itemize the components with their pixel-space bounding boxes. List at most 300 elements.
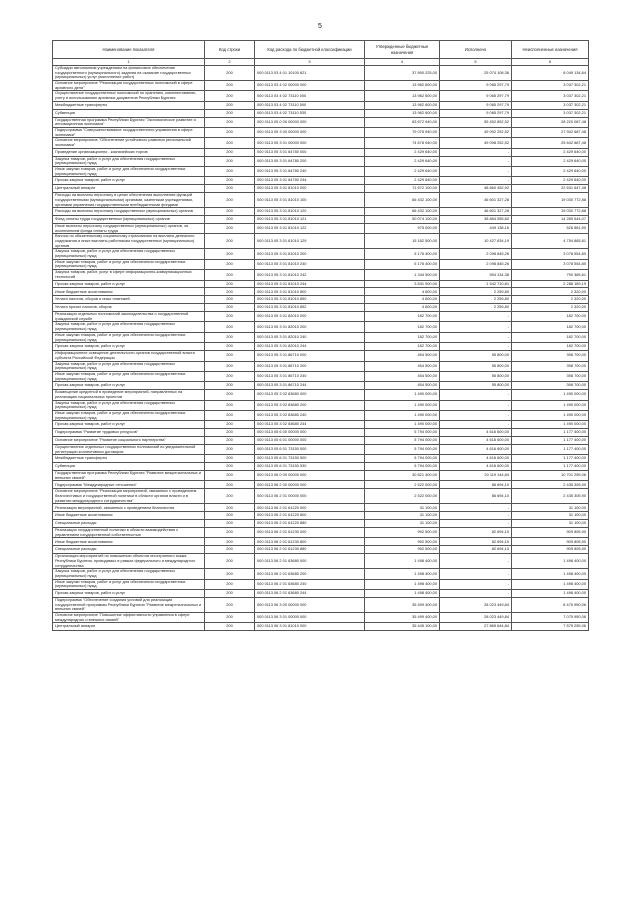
row-approved-amount-cell: 35 445 100,00	[365, 623, 440, 631]
table-row	[53, 351, 589, 361]
row-code-cell: 200	[205, 332, 255, 342]
row-code-cell: 200	[205, 597, 255, 612]
row-classification-code-cell: 000 0113 05 3 01 86710 200	[255, 361, 365, 371]
row-remaining-amount-cell: 2 429 640,00	[512, 177, 589, 185]
table-row	[53, 382, 589, 390]
row-code-cell: 200	[205, 371, 255, 381]
row-approved-amount-cell: 992 500,00	[365, 528, 440, 538]
row-name-cell: Закупка товаров, работ и услуг для обеспечения государственных (муниципальных) нужд	[53, 156, 205, 166]
table-row	[53, 504, 589, 512]
row-name-cell: Организация мероприятий по повышению объектов иностранного языка Республики Бурятия, проводимых в рамках федерального и международного сотрудничества	[53, 554, 205, 569]
row-classification-code-cell: 000 0113 03 4 02 00000 000	[255, 81, 365, 91]
row-code-cell: 200	[205, 590, 255, 598]
row-executed-amount-cell: 86 694,10	[440, 489, 512, 504]
row-name-cell: Закупка товаров, работ и услуг для обеспечения государственных (муниципальных) нужд	[53, 361, 205, 371]
row-remaining-amount-cell: 1 498 400,00	[512, 554, 589, 569]
row-executed-amount-cell: 4 616 600,00	[440, 455, 512, 463]
row-classification-code-cell: 000 0113 06 2 01 00000 000	[255, 489, 365, 504]
row-classification-code-cell: 000 0113 05 3 01 64780 240	[255, 166, 365, 176]
row-approved-amount-cell: 1 344 500,00	[365, 270, 440, 280]
page-number: 5	[318, 23, 322, 30]
row-code-cell: 200	[205, 177, 255, 185]
row-name-cell: Закупка товаров, работ и услуг для обеспечения государственных (муниципальных) нужд	[53, 400, 205, 410]
row-classification-code-cell: 000 0113 05 3 01 81010 200	[255, 249, 365, 259]
row-remaining-amount-cell: 398 700,00	[512, 371, 589, 381]
table-header-row	[53, 41, 589, 59]
row-name-cell: Реализация отдельных полномочий законодательства о государственной гражданской службе	[53, 312, 205, 322]
row-approved-amount-cell: 2 522 000,00	[365, 481, 440, 489]
row-code-cell: 200	[205, 528, 255, 538]
row-code-cell: 200	[205, 148, 255, 156]
row-name-cell: Прочая закупка товаров, работ и услуг	[53, 343, 205, 351]
row-name-cell: Реализация государственной политики в области взаимодействия с управлением государственной собственностью	[53, 528, 205, 538]
row-name-cell: Проведение организационно - казначейских торгов	[53, 148, 205, 156]
row-executed-amount-cell: 1 542 710,81	[440, 280, 512, 288]
row-approved-amount-cell: 2 429 640,00	[365, 156, 440, 166]
row-name-cell: Подпрограмма "Международные отношения"	[53, 481, 205, 489]
row-remaining-amount-cell: 182 700,00	[512, 343, 589, 351]
row-executed-amount-cell: -	[440, 421, 512, 429]
row-executed-amount-cell: -	[440, 590, 512, 598]
table-row	[53, 304, 589, 312]
table-row	[53, 312, 589, 322]
table-row	[53, 117, 589, 127]
row-approved-amount-cell: 66 432 100,00	[365, 193, 440, 208]
table-row	[53, 421, 589, 429]
row-remaining-amount-cell: 2 320,00	[512, 288, 589, 296]
row-remaining-amount-cell: 526 861,90	[512, 223, 589, 233]
column-number: 2	[205, 59, 255, 66]
row-classification-code-cell: 000 0113 05 3 01 81010 120	[255, 208, 365, 216]
row-classification-code-cell: 000 0113 03 4 02 73110 000	[255, 91, 365, 101]
row-approved-amount-cell: 992 500,00	[365, 538, 440, 546]
row-code-cell: 200	[205, 138, 255, 148]
row-approved-amount-cell: 5 794 000,00	[365, 429, 440, 437]
row-approved-amount-cell: 13 982 600,00	[365, 91, 440, 101]
row-approved-amount-cell: 4 600,00	[365, 288, 440, 296]
row-executed-amount-cell: 38 884 555,60	[440, 216, 512, 224]
row-executed-amount-cell: 82 694,10	[440, 528, 512, 538]
table-row	[53, 455, 589, 463]
row-code-cell: 200	[205, 312, 255, 322]
row-approved-amount-cell: 3 831 900,00	[365, 280, 440, 288]
row-code-cell: 200	[205, 554, 255, 569]
row-classification-code-cell: 000 0113 05 6 00 00000 000	[255, 429, 365, 437]
table-row	[53, 296, 589, 304]
row-name-cell: Уплата прочих налогов, сборов	[53, 304, 205, 312]
row-executed-amount-cell: -	[440, 554, 512, 569]
table-row	[53, 185, 589, 193]
table-row	[53, 270, 589, 280]
row-remaining-amount-cell: 19 030 772,88	[512, 208, 589, 216]
row-code-cell: 200	[205, 444, 255, 454]
row-executed-amount-cell: -	[440, 400, 512, 410]
row-code-cell: 200	[205, 382, 255, 390]
row-approved-amount-cell: 1 490 000,00	[365, 390, 440, 400]
row-classification-code-cell: 000 0113 05 0 00 00000 000	[255, 117, 365, 127]
row-approved-amount-cell: 71 672 100,00	[365, 185, 440, 193]
column-header: Код строки	[205, 41, 255, 59]
row-executed-amount-cell: 4 616 600,00	[440, 437, 512, 445]
row-classification-code-cell: 000 0113 06 2 01 61230 800	[255, 538, 365, 546]
row-executed-amount-cell: 449 138,16	[440, 223, 512, 233]
row-approved-amount-cell: 5 794 000,00	[365, 463, 440, 471]
row-executed-amount-cell: 2 259,80	[440, 288, 512, 296]
row-classification-code-cell: 000 0113 05 6 01 00000 000	[255, 437, 365, 445]
row-code-cell: 200	[205, 249, 255, 259]
row-code-cell: 200	[205, 259, 255, 269]
row-remaining-amount-cell: 3 037 302,21	[512, 101, 589, 109]
row-code-cell: 200	[205, 512, 255, 520]
row-remaining-amount-cell: 1 177 400,00	[512, 437, 589, 445]
row-remaining-amount-cell: 19 030 772,88	[512, 193, 589, 208]
row-name-cell: Субвенции	[53, 109, 205, 117]
row-approved-amount-cell: 5 794 000,00	[365, 437, 440, 445]
row-name-cell: Государственная программа Республики Бурятия "Экономическое развитие и инновационная экономика"	[53, 117, 205, 127]
row-executed-amount-cell: -	[440, 322, 512, 332]
row-name-cell: Основное мероприятие "Повышение эффективности управления в сфере международных и внешних связей"	[53, 613, 205, 623]
column-header: Наименование показателя	[53, 41, 205, 59]
row-name-cell: Осуществление государственных полномочий по хранению, комплектованию, учету и использованию архивных документов Республики Бурятия	[53, 91, 205, 101]
row-classification-code-cell: 000 0113 06 2 01 61220 000	[255, 504, 365, 512]
row-code-cell: 200	[205, 81, 255, 91]
row-classification-code-cell: 000 0113 05 3 01 81010 129	[255, 234, 365, 249]
row-code-cell: 200	[205, 280, 255, 288]
row-name-cell: Реализация мероприятий, связанных с проведением благочестия	[53, 504, 205, 512]
row-name-cell: Основное мероприятие "Развитие социального партнерства"	[53, 437, 205, 445]
row-classification-code-cell: 000 0113 06 3 00 00000 000	[255, 597, 365, 612]
table-row	[53, 390, 589, 400]
row-name-cell: Прочая закупка товаров, работ и услуг	[53, 590, 205, 598]
row-classification-code-cell: 000 0113 06 2 01 63680 240	[255, 579, 365, 589]
row-code-cell: 200	[205, 91, 255, 101]
row-classification-code-cell: 000 0113 05 3 01 82010 240	[255, 332, 365, 342]
table-row	[53, 528, 589, 538]
row-classification-code-cell: 000 0113 05 6 01 73150 530	[255, 463, 365, 471]
column-number: 3	[255, 59, 365, 66]
row-approved-amount-cell: 1 490 000,00	[365, 400, 440, 410]
row-remaining-amount-cell: 1 490 000,00	[512, 390, 589, 400]
row-approved-amount-cell: 5 794 000,00	[365, 455, 440, 463]
row-classification-code-cell: 000 0113 03 4 02 73110 530	[255, 109, 365, 117]
row-code-cell: 200	[205, 546, 255, 554]
row-approved-amount-cell: 1 498 400,00	[365, 579, 440, 589]
row-code-cell: 200	[205, 288, 255, 296]
row-remaining-amount-cell: 398 700,00	[512, 351, 589, 361]
row-classification-code-cell: 000 0113 05 3 01 86710 240	[255, 371, 365, 381]
row-remaining-amount-cell: 4 754 865,81	[512, 234, 589, 249]
row-name-cell: Прочая закупка товаров, работ и услуг	[53, 177, 205, 185]
table-row	[53, 520, 589, 528]
row-approved-amount-cell: 454 500,00	[365, 361, 440, 371]
row-remaining-amount-cell: 2 288 189,19	[512, 280, 589, 288]
row-name-cell: Центральный аппарат	[53, 623, 205, 631]
table-row	[53, 343, 589, 351]
table-row	[53, 613, 589, 623]
column-number: 4	[365, 59, 440, 66]
row-classification-code-cell: 000 0113 06 2 00 00000 000	[255, 481, 365, 489]
table-row	[53, 410, 589, 420]
row-name-cell: Фонд оплаты труда государственных (муниципальных) органов	[53, 216, 205, 224]
row-name-cell: Иные закупки товаров, работ и услуг для обеспечения государственных (муниципальных) нужд	[53, 259, 205, 269]
row-approved-amount-cell: 37 890 225,00	[365, 66, 440, 81]
table-row	[53, 249, 589, 259]
row-approved-amount-cell: 15 182 500,00	[365, 234, 440, 249]
row-code-cell: 200	[205, 579, 255, 589]
row-approved-amount-cell: 182 700,00	[365, 343, 440, 351]
row-approved-amount-cell: 4 600,00	[365, 304, 440, 312]
row-executed-amount-cell: 2 098 845,26	[440, 249, 512, 259]
row-classification-code-cell: 000 0113 05 3 02 83680 244	[255, 421, 365, 429]
table-row	[53, 322, 589, 332]
row-classification-code-cell: 000 0113 05 6 01 73150 000	[255, 444, 365, 454]
table-row	[53, 429, 589, 437]
row-remaining-amount-cell: 3 078 554,80	[512, 249, 589, 259]
row-name-cell: Информационное освещение деятельности органов государственной власти субъекта Российской Федерации	[53, 351, 205, 361]
row-name-cell: Иные закупки товаров, работ и услуг для обеспечения государственных (муниципальных) нужд	[53, 332, 205, 342]
row-classification-code-cell: 000 0113 05 3 01 64780 000	[255, 148, 365, 156]
row-approved-amount-cell: 2 429 640,00	[365, 177, 440, 185]
table-row	[53, 127, 589, 137]
column-number: 1	[53, 59, 205, 66]
row-code-cell: 200	[205, 117, 255, 127]
row-classification-code-cell: 000 0113 05 3 01 64780 200	[255, 156, 365, 166]
table-row	[53, 437, 589, 445]
row-code-cell: 200	[205, 351, 255, 361]
row-name-cell: Межбюджетные трансферты	[53, 101, 205, 109]
row-remaining-amount-cell: 1 498 400,00	[512, 579, 589, 589]
table-row	[53, 101, 589, 109]
row-approved-amount-cell: 5 794 000,00	[365, 444, 440, 454]
row-classification-code-cell: 000 0113 06 2 01 61220 880	[255, 520, 365, 528]
row-executed-amount-cell: 9 065 297,79	[440, 109, 512, 117]
column-header: Неисполненные назначения	[512, 41, 589, 59]
row-remaining-amount-cell: 22 631 647,48	[512, 185, 589, 193]
row-executed-amount-cell: -	[440, 569, 512, 579]
row-code-cell: 200	[205, 489, 255, 504]
table-row	[53, 234, 589, 249]
row-executed-amount-cell: 48 660 452,92	[440, 185, 512, 193]
table-row	[53, 597, 589, 612]
row-remaining-amount-cell: 1 490 000,00	[512, 410, 589, 420]
row-code-cell: 200	[205, 234, 255, 249]
row-executed-amount-cell: 28 023 449,84	[440, 613, 512, 623]
row-name-cell: Иные закупки товаров, работ и услуг для обеспечения государственных (муниципальных) нужд	[53, 579, 205, 589]
table-row	[53, 148, 589, 156]
row-name-cell: Субвенции	[53, 463, 205, 471]
row-remaining-amount-cell: 2 435 305,90	[512, 481, 589, 489]
row-code-cell: 200	[205, 101, 255, 109]
column-number-row	[53, 59, 589, 66]
row-name-cell: Закупка товаров, работ, услуг в сфере информационно-коммуникационных технологий	[53, 270, 205, 280]
row-code-cell: 200	[205, 156, 255, 166]
row-remaining-amount-cell: 31 100,00	[512, 512, 589, 520]
table-row	[53, 463, 589, 471]
row-executed-amount-cell: 2 259,80	[440, 304, 512, 312]
row-remaining-amount-cell: 27 942 687,48	[512, 127, 589, 137]
row-remaining-amount-cell: 182 700,00	[512, 332, 589, 342]
row-name-cell: Прочая закупка товаров, работ и услуг	[53, 382, 205, 390]
table-row	[53, 66, 589, 81]
row-name-cell: Подпрограмма "Обеспечение создания условий для реализации государственной программы Республики Бурятия "Развитие межрегиональных и внешних связей"	[53, 597, 205, 612]
row-classification-code-cell: 000 0113 05 3 01 81010 000	[255, 185, 365, 193]
table-row	[53, 288, 589, 296]
row-classification-code-cell: 000 0113 05 3 01 81010 121	[255, 216, 365, 224]
row-remaining-amount-cell: 398 700,00	[512, 361, 589, 371]
row-executed-amount-cell: -	[440, 177, 512, 185]
row-executed-amount-cell: 2 098 845,26	[440, 259, 512, 269]
row-name-cell: Расходы на выплаты персоналу в целях обеспечения выполнения функций государственными (муниципальными) органами, казенными учреждениями, органами управления государственными внебюджетными фондами	[53, 193, 205, 208]
row-remaining-amount-cell: 2 320,00	[512, 296, 589, 304]
row-code-cell: 200	[205, 623, 255, 631]
row-remaining-amount-cell: 3 037 302,21	[512, 91, 589, 101]
row-classification-code-cell: 000 0113 05 3 01 81010 242	[255, 270, 365, 280]
row-name-cell: Подпрограмма "Развитие трудовых ресурсов"	[53, 429, 205, 437]
row-classification-code-cell: 000 0113 03 4 01 10100 621	[255, 66, 365, 81]
row-approved-amount-cell: 182 700,00	[365, 332, 440, 342]
table-row	[53, 259, 589, 269]
row-name-cell: Иные закупки товаров, работ и услуг для обеспечения государственных (муниципальных) нужд	[53, 410, 205, 420]
row-name-cell: Основное мероприятие "Реализация мероприятий, связанных с проведением благочестивых и государственной политики в области органов власти и в развитии международного сотрудничества"	[53, 489, 205, 504]
row-remaining-amount-cell: 2 429 640,00	[512, 166, 589, 176]
row-name-cell: Основное мероприятие "Реализация государственных полномочий в сфере архивного дела"	[53, 81, 205, 91]
row-remaining-amount-cell: 398 700,00	[512, 382, 589, 390]
row-classification-code-cell: 000 0113 05 3 01 64780 244	[255, 177, 365, 185]
row-executed-amount-cell: 82 694,10	[440, 538, 512, 546]
row-executed-amount-cell: -	[440, 579, 512, 589]
row-name-cell: Основное мероприятие "Обеспечение устойчивого развития региональной экономики"	[53, 138, 205, 148]
row-classification-code-cell: 000 0113 05 3 01 86710 244	[255, 382, 365, 390]
row-code-cell: 200	[205, 185, 255, 193]
row-code-cell: 200	[205, 613, 255, 623]
row-executed-amount-cell: 20 119 144,84	[440, 471, 512, 481]
table-row	[53, 623, 589, 631]
row-remaining-amount-cell: 790 365,61	[512, 270, 589, 280]
row-executed-amount-cell: 55 452 852,52	[440, 117, 512, 127]
row-classification-code-cell: 000 0113 05 3 02 83680 200	[255, 400, 365, 410]
row-code-cell: 200	[205, 410, 255, 420]
row-code-cell: 200	[205, 504, 255, 512]
row-executed-amount-cell: 49 098 252,52	[440, 138, 512, 148]
row-approved-amount-cell: 35 499 400,00	[365, 613, 440, 623]
row-executed-amount-cell: 4 616 600,00	[440, 463, 512, 471]
row-name-cell: Иные выплаты персоналу государственных (муниципальных) органов, за исключением фонда оплаты труда	[53, 223, 205, 233]
row-executed-amount-cell: 25 074 108,36	[440, 66, 512, 81]
row-name-cell: Специальные расходы	[53, 546, 205, 554]
row-remaining-amount-cell: 2 320,00	[512, 304, 589, 312]
row-code-cell: 200	[205, 216, 255, 224]
row-approved-amount-cell: 2 429 640,00	[365, 166, 440, 176]
row-remaining-amount-cell: 3 078 554,80	[512, 259, 589, 269]
row-executed-amount-cell: -	[440, 312, 512, 322]
row-code-cell: 200	[205, 481, 255, 489]
row-classification-code-cell: 000 0113 05 3 01 82010 200	[255, 322, 365, 332]
row-code-cell: 200	[205, 223, 255, 233]
row-executed-amount-cell: 9 065 297,79	[440, 101, 512, 109]
table-row	[53, 332, 589, 342]
row-approved-amount-cell: 992 500,00	[365, 546, 440, 554]
row-approved-amount-cell: 79 075 940,00	[365, 127, 440, 137]
row-code-cell: 200	[205, 455, 255, 463]
row-name-cell: Расходы на выплаты персоналу государственных (муниципальных) органов	[53, 208, 205, 216]
table-row	[53, 280, 589, 288]
row-executed-amount-cell: -	[440, 504, 512, 512]
row-executed-amount-cell: 49 092 252,52	[440, 127, 512, 137]
row-name-cell: Прочая закупка товаров, работ и услуг	[53, 421, 205, 429]
row-code-cell: 200	[205, 437, 255, 445]
row-remaining-amount-cell: 2 429 640,00	[512, 156, 589, 166]
row-code-cell: 200	[205, 109, 255, 117]
row-name-cell: Специальные расходы	[53, 520, 205, 528]
row-approved-amount-cell: 74 678 940,00	[365, 138, 440, 148]
row-approved-amount-cell: 2 429 640,00	[365, 148, 440, 156]
table-row	[53, 177, 589, 185]
row-classification-code-cell: 000 0113 05 3 01 86710 000	[255, 351, 365, 361]
row-executed-amount-cell: 9 065 297,79	[440, 81, 512, 91]
table-row	[53, 512, 589, 520]
row-approved-amount-cell: 454 500,00	[365, 382, 440, 390]
table-row	[53, 554, 589, 569]
row-code-cell: 200	[205, 66, 255, 81]
row-code-cell: 200	[205, 193, 255, 208]
row-remaining-amount-cell: 182 700,00	[512, 322, 589, 332]
row-approved-amount-cell: 13 982 600,00	[365, 81, 440, 91]
table-row	[53, 481, 589, 489]
row-code-cell: 200	[205, 400, 255, 410]
table-row	[53, 193, 589, 208]
table-row	[53, 546, 589, 554]
row-remaining-amount-cell: 7 075 950,06	[512, 613, 589, 623]
row-approved-amount-cell: 1 490 000,00	[365, 421, 440, 429]
row-executed-amount-cell: -	[440, 512, 512, 520]
row-classification-code-cell: 000 0113 06 2 01 63680 244	[255, 590, 365, 598]
row-remaining-amount-cell: 7 579 255,06	[512, 623, 589, 631]
row-classification-code-cell: 000 0113 05 3 01 82010 244	[255, 343, 365, 351]
row-executed-amount-cell: 554 134,38	[440, 270, 512, 280]
row-approved-amount-cell: 1 498 400,00	[365, 554, 440, 569]
row-approved-amount-cell: 31 100,00	[365, 512, 440, 520]
row-code-cell: 200	[205, 361, 255, 371]
row-code-cell: 200	[205, 322, 255, 332]
row-executed-amount-cell: -	[440, 166, 512, 176]
column-number: 5	[440, 59, 512, 66]
row-remaining-amount-cell: 10 701 255,06	[512, 471, 589, 481]
row-executed-amount-cell: 55 800,00	[440, 351, 512, 361]
row-executed-amount-cell: -	[440, 156, 512, 166]
row-executed-amount-cell: 82 694,10	[440, 546, 512, 554]
row-classification-code-cell: 000 0113 05 3 02 83680 240	[255, 410, 365, 420]
row-remaining-amount-cell: 1 498 400,00	[512, 569, 589, 579]
row-classification-code-cell: 000 0113 05 3 01 81010 122	[255, 223, 365, 233]
table-row	[53, 371, 589, 381]
table-row	[53, 208, 589, 216]
row-executed-amount-cell: -	[440, 148, 512, 156]
row-name-cell: Закупка товаров, работ и услуг для обеспечения государственных (муниципальных) нужд	[53, 249, 205, 259]
row-name-cell: Государственная программа Республики Бурятия "Развитие межрегиональных и внешних связей"	[53, 471, 205, 481]
row-executed-amount-cell: -	[440, 343, 512, 351]
row-executed-amount-cell: 10 427 634,19	[440, 234, 512, 249]
row-approved-amount-cell: 66 432 100,00	[365, 208, 440, 216]
row-executed-amount-cell: 28 023 449,84	[440, 597, 512, 612]
table-row	[53, 444, 589, 454]
column-header: Исполнено	[440, 41, 512, 59]
row-name-cell: Закупка товаров, работ и услуг для обеспечения государственных (муниципальных) нужд	[53, 322, 205, 332]
row-executed-amount-cell: -	[440, 390, 512, 400]
table-row	[53, 471, 589, 481]
table-row	[53, 489, 589, 504]
row-code-cell: 200	[205, 421, 255, 429]
row-approved-amount-cell: 1 498 400,00	[365, 590, 440, 598]
